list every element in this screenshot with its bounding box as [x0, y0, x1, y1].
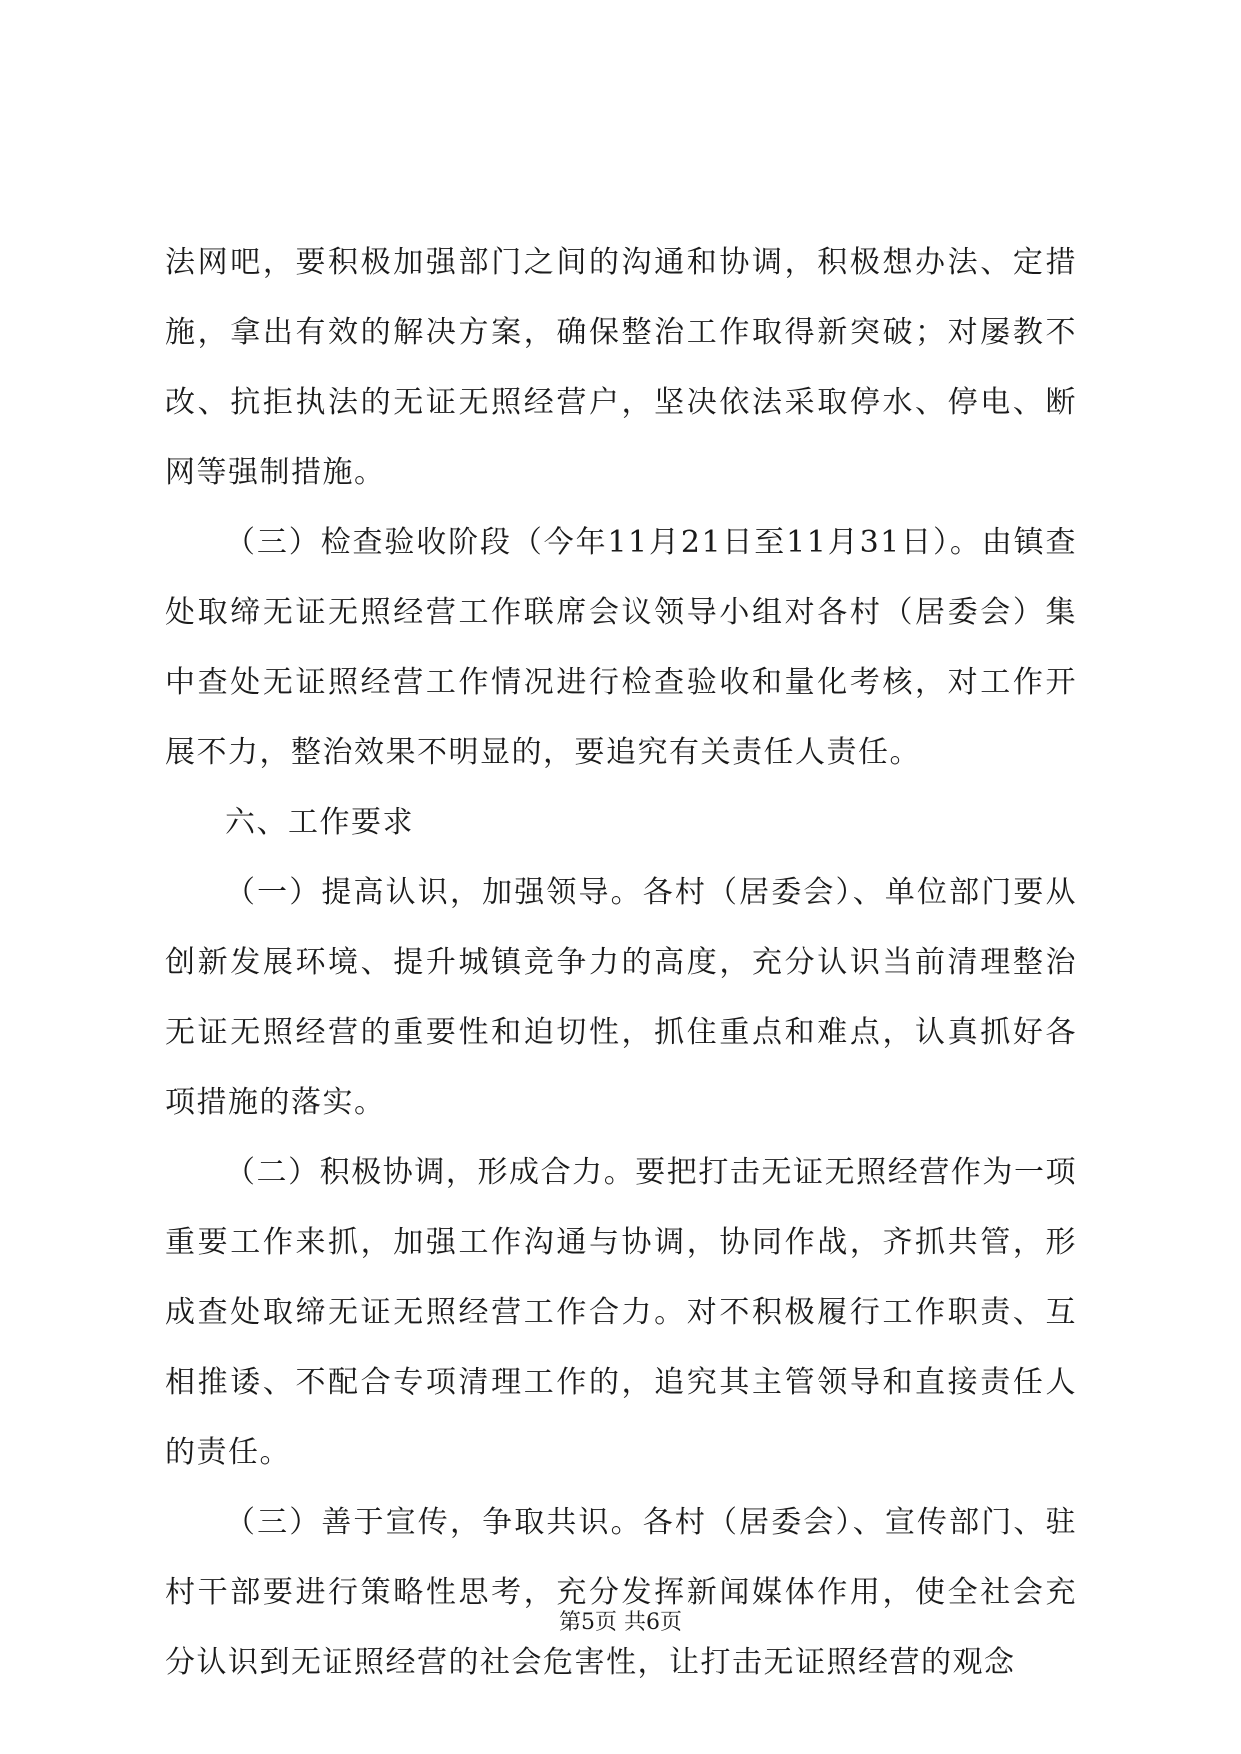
paragraph-requirement-3: （三）善于宣传，争取共识。各村（居委会）、宣传部门、驻村干部要进行策略性思考，充分发挥新闻媒体作用，使全社会充分认识到无证照经营的社会危害性，让打击无证照经营的观念: [165, 1505, 1077, 1680]
paragraph-requirement-1: （一）提高认识，加强领导。各村（居委会）、单位部门要从创新发展环境、提升城镇竞争力的高度，充分认识当前清理整治无证无照经营的重要性和迫切性，抓住重点和难点，认真抓好各项措施的落实。: [165, 875, 1077, 1120]
document-body: [165, 228, 1077, 1698]
section-heading-work-requirements: 六、工作要求: [225, 805, 414, 840]
page-number-footer: 第5页 共6页: [559, 1610, 682, 1635]
paragraph-requirement-2: （二）积极协调，形成合力。要把打击无证无照经营作为一项重要工作来抓，加强工作沟通与协调，协同作战，齐抓共管，形成查处取缔无证无照经营工作合力。对不积极履行工作职责、互相推诿、不配合专项清理工作的，追究其主管领导和直接责任人的责任。: [165, 1155, 1077, 1470]
paragraph-inspection-stage: （三）检查验收阶段（今年11月21日至11月31日）。由镇查处取缔无证无照经营工作联席会议领导小组对各村（居委会）集中查处无证照经营工作情况进行检查验收和量化考核，对工作开展不力，整治效果不明显的，要追究有关责任人责任。: [165, 525, 1077, 770]
paragraph-continuation: 法网吧，要积极加强部门之间的沟通和协调，积极想办法、定措施，拿出有效的解决方案，确保整治工作取得新突破；对屡教不改、抗拒执法的无证无照经营户，坚决依法采取停水、停电、断网等强制措施。: [165, 245, 1077, 490]
